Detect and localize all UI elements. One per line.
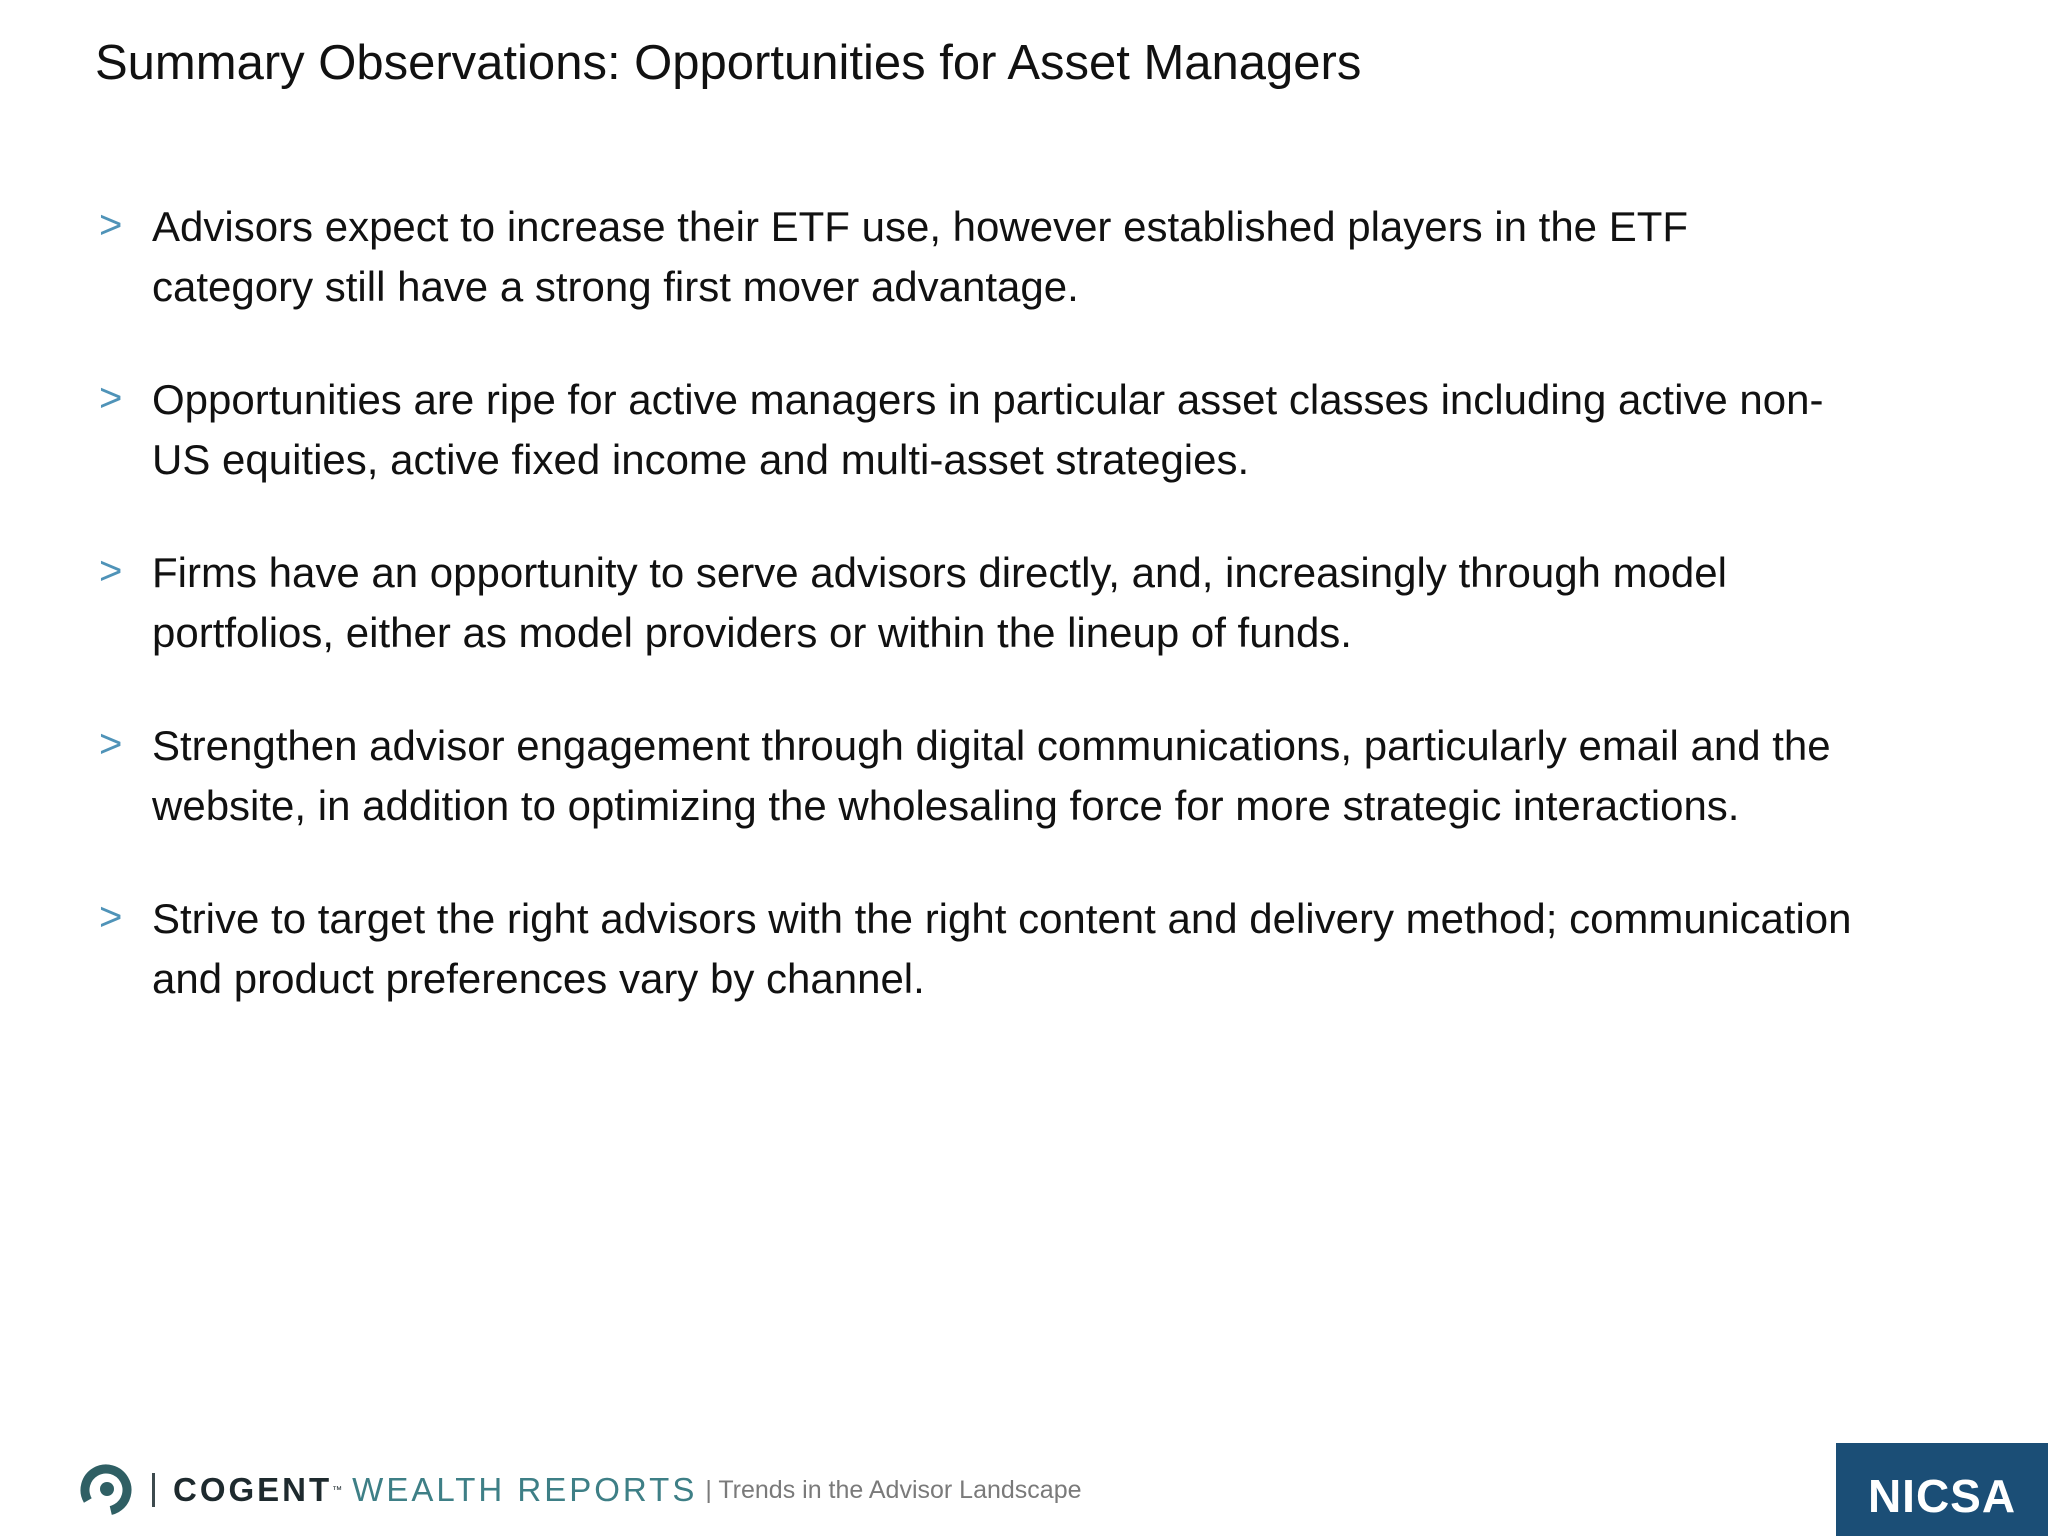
slide-footer bbox=[0, 1441, 2048, 1536]
brand-primary: COGENT bbox=[173, 1471, 333, 1508]
bullet-line: Advisors expect to increase their ETF use, however established players in the ETF bbox=[152, 203, 1689, 250]
bullet-item bbox=[95, 716, 2015, 889]
nicsa-logo-text: NICSA bbox=[1867, 1469, 2017, 1522]
bullet-item bbox=[95, 197, 2015, 370]
cogent-logo bbox=[80, 1464, 1082, 1516]
cogent-swirl-icon bbox=[80, 1464, 132, 1516]
bullet-list bbox=[95, 197, 2015, 1062]
report-subtitle: | Trends in the Advisor Landscape bbox=[705, 1475, 1082, 1504]
bullet-item bbox=[95, 889, 2015, 1062]
brand-secondary: WEALTH REPORTS bbox=[352, 1471, 698, 1508]
nicsa-logo bbox=[1836, 1443, 2048, 1536]
chevron-right-icon: > bbox=[99, 549, 123, 593]
bullet-item bbox=[95, 370, 2015, 543]
bullet-line: and product preferences vary by channel. bbox=[152, 955, 925, 1002]
chevron-right-icon: > bbox=[99, 895, 123, 939]
bullet-line: Strive to target the right advisors with the right content and delivery method; communication bbox=[152, 895, 1852, 942]
bullet-line: portfolios, either as model providers or within the lineup of funds. bbox=[152, 609, 1352, 656]
logo-divider bbox=[152, 1473, 155, 1507]
bullet-line: category still have a strong first mover advantage. bbox=[152, 263, 1079, 310]
trademark-mark: ™ bbox=[332, 1484, 343, 1496]
slide-title: Summary Observations: Opportunities for Asset Managers bbox=[95, 36, 1362, 90]
bullet-item bbox=[95, 543, 2015, 716]
bullet-line: website, in addition to optimizing the wholesaling force for more strategic interactions. bbox=[152, 782, 1740, 829]
chevron-right-icon: > bbox=[99, 203, 123, 247]
bullet-line: Firms have an opportunity to serve advisors directly, and, increasingly through model bbox=[152, 549, 1727, 596]
bullet-line: Strengthen advisor engagement through digital communications, particularly email and the bbox=[152, 722, 1831, 769]
bullet-line: Opportunities are ripe for active managers in particular asset classes including active non- bbox=[152, 376, 1824, 423]
bullet-line: US equities, active fixed income and multi-asset strategies. bbox=[152, 436, 1250, 483]
chevron-right-icon: > bbox=[99, 376, 123, 420]
chevron-right-icon: > bbox=[99, 722, 123, 766]
